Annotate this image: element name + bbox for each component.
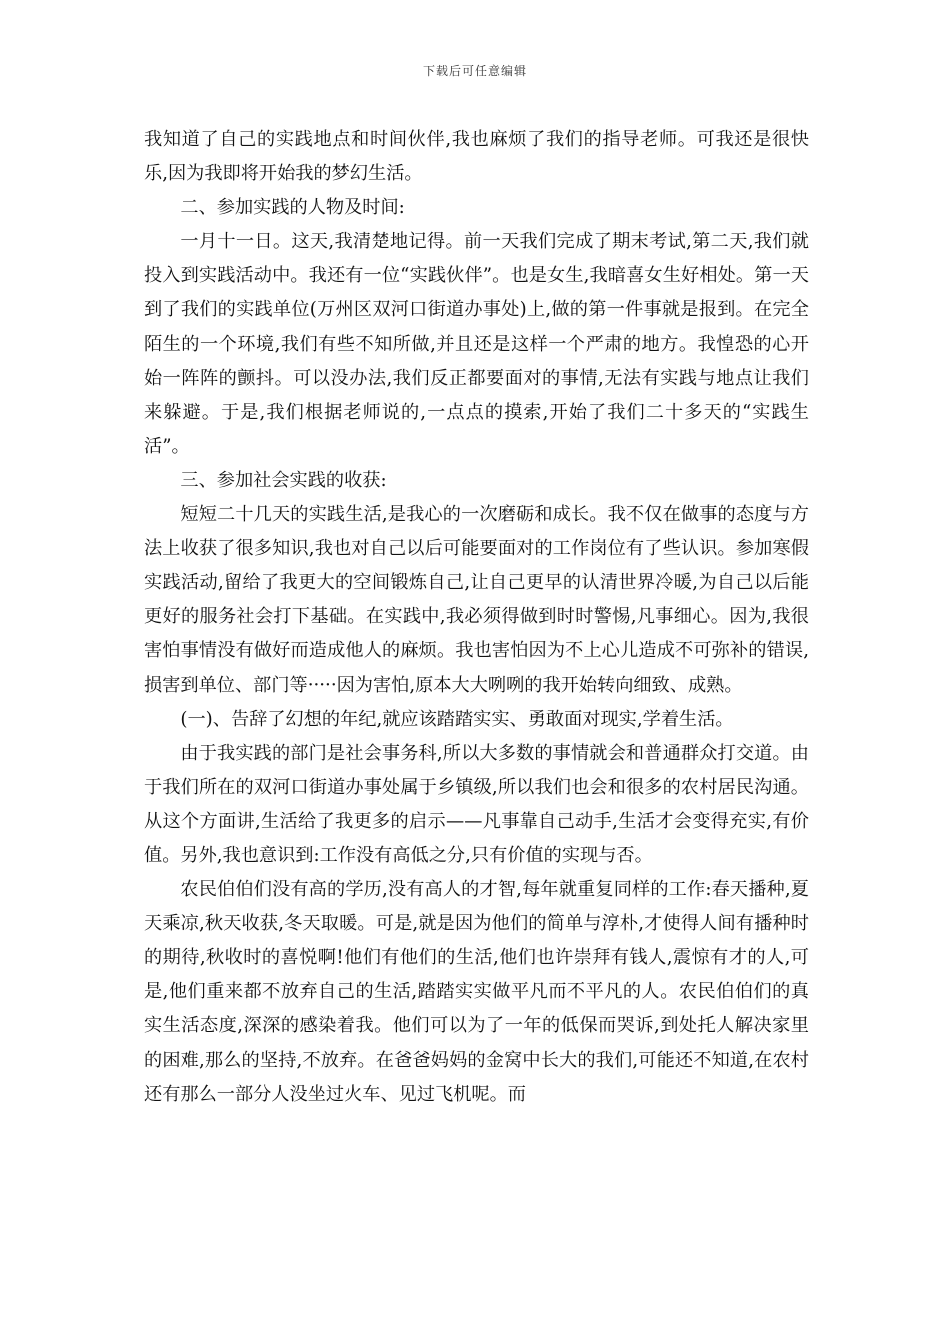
section-heading-gains: 三、参加社会实践的收获: [180, 469, 387, 491]
paragraph-3: 短短二十几天的实践生活,是我心的一次磨砺和成长。我不仅在做事的态度与方法上收获了很多知识,我也对自己以后可能要面对的工作岗位有了些认识。参加寒假实践活动,留给了我更大的空间锻炼自己,让自己更早的认清世界冷暖,为自己以后能更好的服务社会打下基础。在实践中,我必须得做到时时警惕,凡事细心。因为,我很害怕事情没有做好而造成他人的麻烦。我也害怕因为不上心儿造成不可弥补的错误,损害到单位、部门等·····因为害怕,原本大大咧咧的我开始转向细致、成熟。 [144, 504, 809, 696]
section-heading-participants: 二、参加实践的人物及时间: [180, 197, 405, 219]
paragraph-4: 由于我实践的部门是社会事务科,所以大多数的事情就会和普通群众打交道。由于我们所在的双河口街道办事处属于乡镇级,所以我们也会和很多的农村居民沟通。从这个方面讲,生活给了我更多的启示——凡事靠自己动手,生活才会变得充实,有价值。另外,我也意识到:工作没有高低之分,只有价值的实现与否。 [144, 742, 809, 866]
paragraph-1: 我知道了自己的实践地点和时间伙伴,我也麻烦了我们的指导老师。可我还是很快乐,因为我即将开始我的梦幻生活。 [144, 129, 809, 185]
document-body [144, 123, 809, 1112]
page-header: 下载后可任意编辑 [422, 64, 527, 78]
paragraph-2: 一月十一日。这天,我清楚地记得。前一天我们完成了期末考试,第二天,我们就投入到实践活动中。我还有一位“实践伙伴”。也是女生,我暗喜女生好相处。第一天到了我们的实践单位(万州区双河口街道办事处)上,做的第一件事就是报到。在完全陌生的一个环境,我们有些不知所做,并且还是这样一个严肃的地方。我惶恐的心开始一阵阵的颤抖。可以没办法,我们反正都要面对的事情,无法有实践与地点让我们来躲避。于是,我们根据老师说的,一点点的摸索,开始了我们二十多天的“实践生活”。 [144, 231, 809, 457]
paragraph-5: 农民伯伯们没有高的学历,没有高人的才智,每年就重复同样的工作:春天播种,夏天乘凉,秋天收获,冬天取暖。可是,就是因为他们的简单与淳朴,才使得人间有播种时的期待,秋收时的喜悦啊!他们有他们的生活,他们也许崇拜有钱人,震惊有才的人,可是,他们重来都不放弃自己的生活,踏踏实实做平凡而不平凡的人。农民伯伯们的真实生活态度,深深的感染着我。他们可以为了一年的低保而哭诉,到处托人解决家里的困难,那么的坚持,不放弃。在爸爸妈妈的金窝中长大的我们,可能还不知道,在农村还有那么一部分人没坐过火车、见过飞机呢。而 [144, 879, 809, 1105]
subheading-1: (一)、告辞了幻想的年纪,就应该踏踏实实、勇敢面对现实,学着生活。 [180, 708, 734, 730]
